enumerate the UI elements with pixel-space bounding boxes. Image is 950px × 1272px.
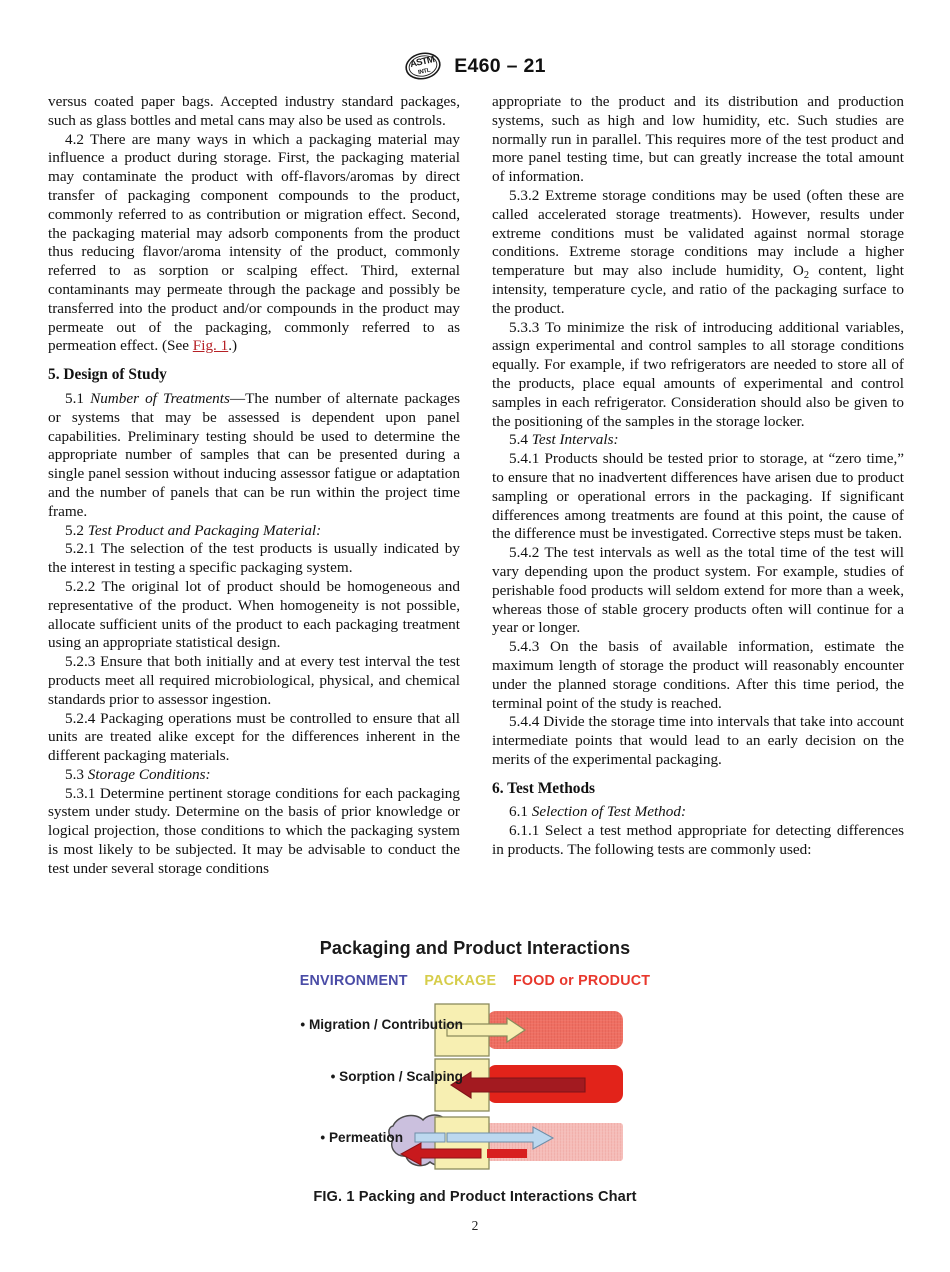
arrow-permeation-in-stub-icon xyxy=(415,1133,445,1142)
paragraph-5-2-3: 5.2.3 Ensure that both initially and at every test interval the test products meet all required microbiological, physical, and chemical standards prior to assessor ingestion. xyxy=(48,653,460,708)
clause-title-5-4: Test Intervals: xyxy=(531,431,619,449)
diagram-row-sorption xyxy=(435,1059,623,1111)
legend-environment: ENVIRONMENT xyxy=(299,973,408,989)
clause-title-5-2: Test Product and Packaging Material: xyxy=(87,521,322,539)
figure-caption: FIG. 1 Packing and Product Interactions Chart xyxy=(313,1189,637,1205)
svg-text:ASTM: ASTM xyxy=(409,54,436,71)
paragraph-5-3-1: 5.3.1 Determine pertinent storage conditions for each packaging system under study. Determine on the basis of prior knowledge or logical projection, those conditions to which the packaging system is most likely to be subjected. It may be advisable to conduct the test under several storage conditions xyxy=(48,784,460,877)
clause-title-5-1: Number of Treatments xyxy=(90,389,230,407)
clause-title-6-1: Selection of Test Method: xyxy=(531,803,687,821)
legend-food-or-product: FOOD or PRODUCT xyxy=(512,973,651,989)
paragraph-5-4-4: 5.4.4 Divide the storage time into intervals that take into account intermediate points that would lead to an early decision on the merits of the experimental packaging. xyxy=(492,713,904,768)
paragraph-5-3-2 xyxy=(492,187,904,319)
paragraph-5-4-1: 5.4.1 Products should be tested prior to storage, at “zero time,” to ensure that no inadvertent differences have arisen due to product sampling or operational errors in the packaging. If significant differences among treatments are found at this point, the cause of the difference must be investigated. Corrective steps must be taken. xyxy=(492,450,904,543)
paragraph-5-4-3: 5.4.3 On the basis of available information, estimate the maximum length of storage the product will reasonably encounter under the planned storage conditions. After this time period, the terminal point of the study is reached. xyxy=(492,638,904,712)
article-body xyxy=(48,93,904,879)
diagram-row-migration xyxy=(435,1004,623,1056)
legend-spacer-1 xyxy=(412,973,420,989)
paragraph-4-2 xyxy=(48,131,460,357)
paragraph-5-3-2-part-2: content, light intensity, temperature cycle, and ratio of the packaging surface to the product. xyxy=(492,262,904,317)
package-block-permeation xyxy=(435,1117,489,1169)
right-column xyxy=(492,93,904,879)
paragraph-4-2-tail: .) xyxy=(228,337,238,355)
standard-designation: E460 – 21 xyxy=(454,54,546,77)
svg-text:INTL: INTL xyxy=(417,67,431,77)
paragraph-5-2-4: 5.2.4 Packaging operations must be controlled to ensure that all units are treated alike except for the differences inherent in the different packaging materials. xyxy=(48,709,460,765)
clause-number-5-2: 5.2 xyxy=(65,521,88,539)
figure-diagram xyxy=(275,999,675,1179)
left-column xyxy=(48,93,460,879)
legend-spacer-2 xyxy=(500,973,508,989)
diagram-row-permeation xyxy=(389,1115,623,1169)
legend-package: PACKAGE xyxy=(424,973,497,989)
arrow-permeation-out-stub-icon xyxy=(487,1149,527,1158)
page-header xyxy=(0,46,950,86)
paragraph-5-3-2-part-1: 5.3.2 Extreme storage conditions may be used (often these are called accelerated storage treatments). However, results under extreme conditions must be validated against normal storage conditions. Extreme storage conditions may include a higher temperature but may also include humidity, O xyxy=(492,186,904,280)
subscript-oxygen: 2 xyxy=(803,270,809,282)
diagram-label-migration: • Migration / Contribution xyxy=(300,1017,463,1032)
paragraph-5-1 xyxy=(48,390,460,522)
paragraph-5-3-3: 5.3.3 To minimize the risk of introducing additional variables, assign experimental and control samples to all storage conditions equally. For example, if two refrigerators are needed to store all of the products, place equal amounts of experimental and control samples in each refrigerator. Consideration should also be given to the positioning of the samples in the storage locker. xyxy=(492,318,904,430)
clause-number-5-3: 5.3 xyxy=(65,765,88,783)
heading-section-5: 5. Design of Study xyxy=(48,366,167,384)
figure-legend xyxy=(0,973,950,989)
paragraph-continued: versus coated paper bags. Accepted industry standard packages, such as glass bottles and metal cans may also be used as controls. xyxy=(48,93,460,129)
figure-1 xyxy=(0,938,950,1205)
clause-title-5-3: Storage Conditions: xyxy=(87,765,211,783)
paragraph-5-2-1: 5.2.1 The selection of the test products is usually indicated by the interest in testing a specific packaging system. xyxy=(48,540,460,577)
clause-body-5-1: —The number of alternate packages or systems that may be assessed is dependent upon panel capabilities. Preliminary testing should be used to determine the appropriate number of samples that can be presented during a single panel session without inducing assessor fatigue or adaptation and the number of panels that can be run within the project time frame. xyxy=(48,389,460,520)
paragraph-5-2 xyxy=(48,522,460,541)
astm-logo-icon xyxy=(404,50,442,82)
page-number: 2 xyxy=(471,1218,479,1233)
clause-number-6-1: 6.1 xyxy=(509,803,532,821)
diagram-label-sorption: • Sorption / Scalping xyxy=(330,1069,463,1084)
paragraph-5-3 xyxy=(48,766,460,785)
diagram-label-permeation: • Permeation xyxy=(320,1130,403,1145)
paragraph-6-1 xyxy=(492,803,904,822)
figure-title: Packaging and Product Interactions xyxy=(319,938,631,958)
paragraph-5-4 xyxy=(492,431,904,450)
paragraph-4-2-text: 4.2 There are many ways in which a packaging material may influence a product during storage. First, the packaging material may contaminate the product with off-flavors/aromas by direct transfer of packaging component compounds to the product, commonly referred to as contribution or migration effect. Second, the packaging material may adsorb components from the product thus reducing flavor/aroma intensity of the product, commonly referred to as sorption or scalping effect. Third, external contaminants may permeate through the package and possibly be transferred into the product and/or compounds in the product may permeate out of the packaging, commonly referred to as permeation effect. (See xyxy=(48,130,460,355)
figure-1-link[interactable]: Fig. 1 xyxy=(192,337,229,355)
clause-number-5-1: 5.1 xyxy=(65,389,91,407)
paragraph-6-1-1: 6.1.1 Select a test method appropriate for detecting differences in products. The following tests are commonly used: xyxy=(492,822,904,859)
paragraph-5-2-2: 5.2.2 The original lot of product should be homogeneous and representative of the product. When homogeneity is not possible, allocate sufficient units of the product to each packaging treatment using an appropriate statistical design. xyxy=(48,577,460,652)
paragraph-5-4-2: 5.4.2 The test intervals as well as the total time of the test will vary depending upon the product system. For example, studies of perishable food products will seldom extend for more than a week, whereas those of stable grocery products often will continue for a year or longer. xyxy=(492,544,904,637)
clause-number-5-4: 5.4 xyxy=(509,431,532,449)
paragraph-continued-right: appropriate to the product and its distribution and production systems, such as high and low humidity, etc. Such studies are normally run in parallel. This requires more of the test product and more panel testing time, but can greatly increase the total amount of information. xyxy=(492,93,904,186)
heading-section-6: 6. Test Methods xyxy=(492,779,596,797)
